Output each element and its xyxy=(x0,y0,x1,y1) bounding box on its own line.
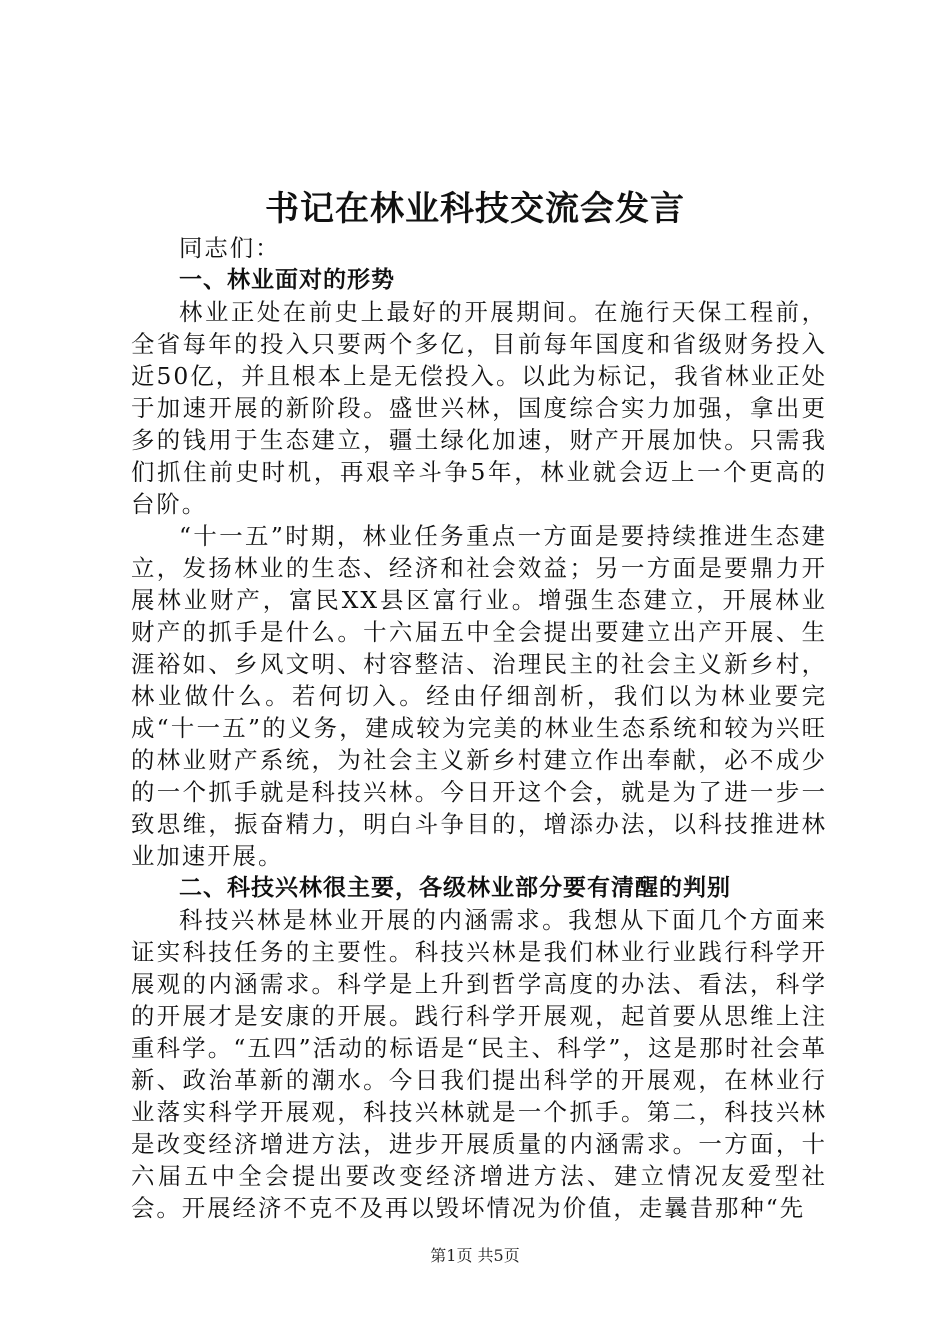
paragraph-2: “十一五”时期，林业任务重点一方面是要持续推进生态建立，发扬林业的生态、经济和社会效益；另一方面是要鼎力开展林业财产，富民XX县区富行业。增强生态建立，开展林业财产的抓手是什么。十六届五中全会提出要建立出产开展、生涯裕如、乡风文明、村容整洁、治理民主的社会主义新乡村，林业做什么。若何切入。经由仔细剖析，我们以为林业要完成“十一五”的义务，建成较为完美的林业生态系统和较为兴旺的林业财产系统，为社会主义新乡村建立作出奉献，必不成少的一个抓手就是科技兴林。今日开这个会，就是为了进一步一致思维，振奋精力，明白斗争目的，增添办法，以科技推进林业加速开展。 xyxy=(131,522,827,870)
salutation: 同志们： xyxy=(179,234,281,262)
page-footer: 第1页 共5页 xyxy=(430,1246,520,1265)
document-title: 书记在林业科技交流会发言 xyxy=(265,189,685,229)
section-heading-1: 一、林业面对的形势 xyxy=(179,267,395,293)
section-heading-2: 二、科技兴林很主要，各级林业部分要有清醒的判别 xyxy=(179,875,731,901)
paragraph-3: 科技兴林是林业开展的内涵需求。我想从下面几个方面来证实科技任务的主要性。科技兴林是我们林业行业践行科学开展观的内涵需求。科学是上升到哲学高度的办法、看法，科学的开展才是安康的开展。践行科学开展观，起首要从思维上注重科学。“五四”活动的标语是“民主、科学”，这是那时社会革新、政治革新的潮水。今日我们提出科学的开展观，在林业行业落实科学开展观，科技兴林就是一个抓手。第二，科技兴林是改变经济增进方法，进步开展质量的内涵需求。一方面，十六届五中全会提出要改变经济增进方法、建立情况友爱型社会。开展经济不克不及再以毁坏情况为价值，走曩昔那种“先 xyxy=(131,906,827,1222)
paragraph-1: 林业正处在前史上最好的开展期间。在施行天保工程前，全省每年的投入只要两个多亿，目前每年国度和省级财务投入近50亿，并且根本上是无偿投入。以此为标记，我省林业正处于加速开展的新阶段。盛世兴林，国度综合实力加强，拿出更多的钱用于生态建立，疆土绿化加速，财产开展加快。只需我们抓住前史时机，再艰辛斗争5年，林业就会迈上一个更高的台阶。 xyxy=(131,298,827,518)
document-body xyxy=(131,232,827,1224)
